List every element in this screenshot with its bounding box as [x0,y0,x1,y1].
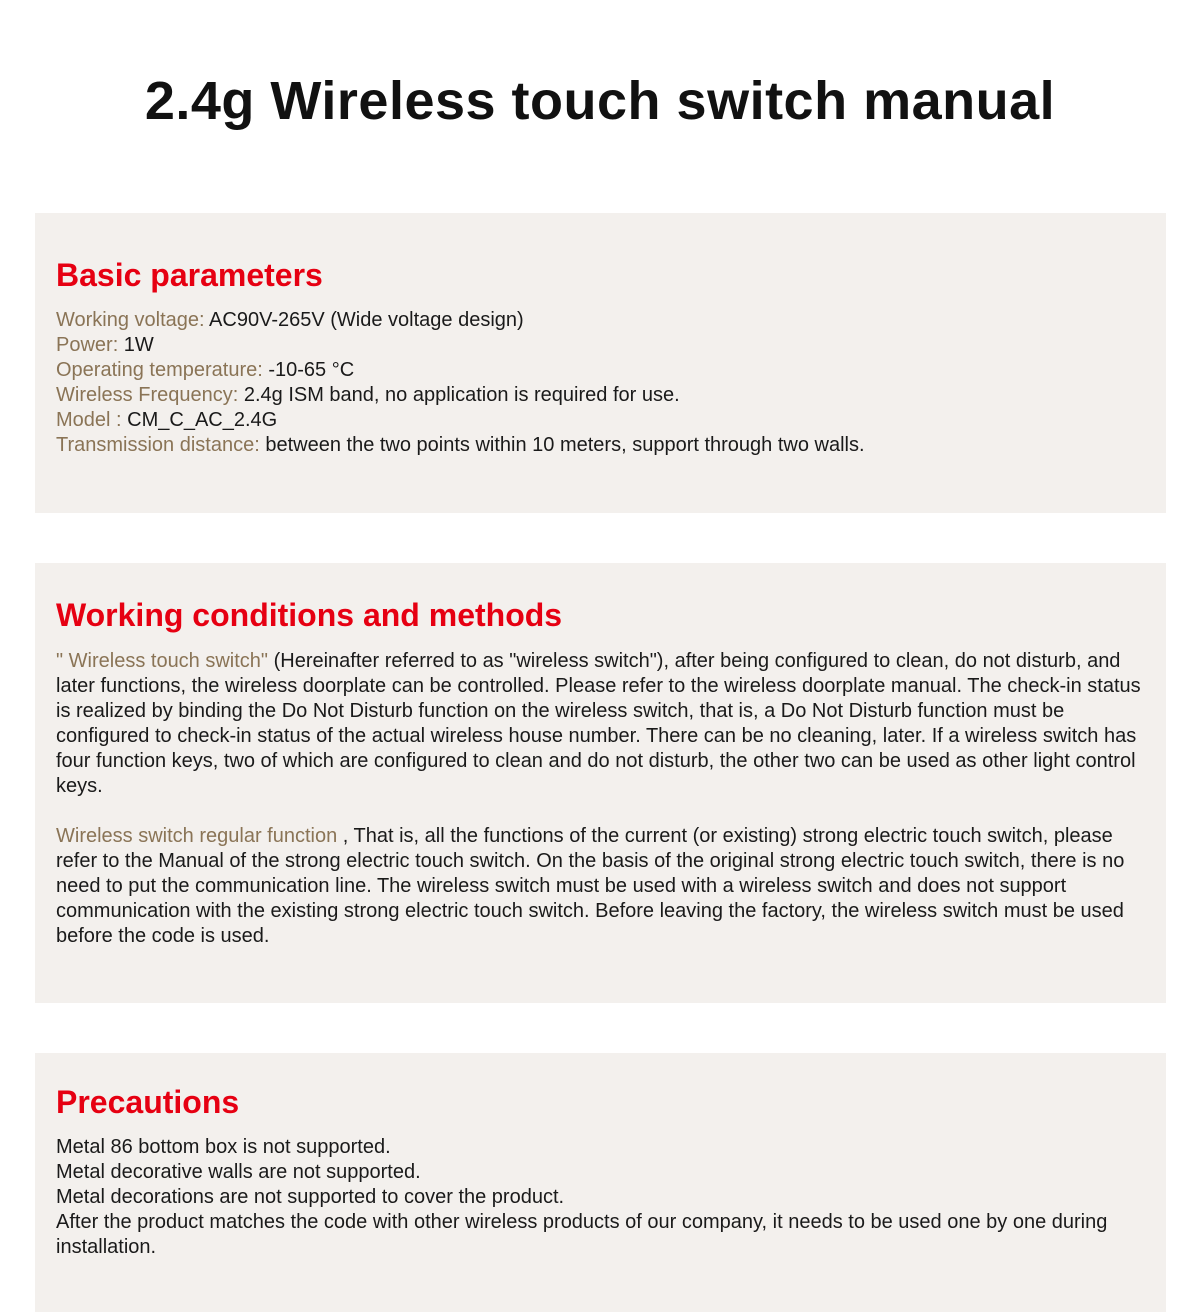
param-value: between the two points within 10 meters, support through two walls. [259,434,865,456]
param-label: Working voltage: [56,309,205,331]
param-row-working-voltage [56,308,1145,333]
precaution-list [56,1135,1145,1260]
basic-parameters-panel [35,213,1166,513]
precaution-item: After the product matches the code with other wireless products of our company, it needs to be used one by one during installation. [56,1211,1108,1258]
param-row-power [56,333,1145,358]
wireless-touch-switch-paragraph [56,649,1145,799]
param-value: AC90V-265V (Wide voltage design) [204,309,524,331]
basic-parameters-heading: Basic parameters [56,257,323,293]
precaution-item: Metal 86 bottom box is not supported. [56,1136,391,1158]
param-value: 1W [118,334,154,356]
param-label: Wireless Frequency: [56,384,239,406]
param-row-model [56,408,1145,433]
param-row-wireless-frequency [56,383,1145,408]
regular-function-paragraph [56,824,1145,949]
param-label: Operating temperature: [56,359,263,381]
page-title: 2.4g Wireless touch switch manual [144,71,1056,131]
paragraph-body: , That is, all the functions of the current (or existing) strong electric touch switch, please refer to the Manual of the strong electric touch switch. On the basis of the original strong electric touch switch, there is no need to put the communication line. The wireless switch must be used with a wireless switch and does not support communication with the existing strong electric touch switch. Before leaving the factory, the wireless switch must be used before the code is used. [56,825,1125,947]
param-value: -10-65 °C [262,359,355,381]
param-row-operating-temperature [56,358,1145,383]
precaution-item: Metal decorative walls are not supported. [56,1161,421,1183]
paragraph-lead: " Wireless touch switch" [56,650,269,672]
paragraph-body: (Hereinafter referred to as "wireless switch"), after being configured to clean, do not disturb, and later functions, the wireless doorplate can be controlled. Please refer to the wireless doorplate manual. The check-in status is realized by binding the Do Not Disturb function on the wireless switch, that is, a Do Not Disturb function must be configured to check-in status of the actual wireless house number. There can be no cleaning, later. If a wireless switch has four function keys, two of which are configured to clean and do not disturb, the other two can be used as other light control keys. [56,650,1141,797]
param-label: Power: [56,334,119,356]
param-value: CM_C_AC_2.4G [121,409,278,431]
working-conditions-heading: Working conditions and methods [56,597,563,633]
param-label: Transmission distance: [56,434,260,456]
parameter-list [56,308,1145,458]
param-value: 2.4g ISM band, no application is required for use. [238,384,680,406]
paragraph-lead: Wireless switch regular function [56,825,338,847]
precautions-heading: Precautions [56,1084,240,1120]
param-label: Model : [56,409,122,431]
working-conditions-panel [35,563,1166,1003]
precaution-item: Metal decorations are not supported to cover the product. [56,1186,565,1208]
param-row-transmission-distance [56,433,1145,458]
precautions-panel [35,1053,1166,1312]
